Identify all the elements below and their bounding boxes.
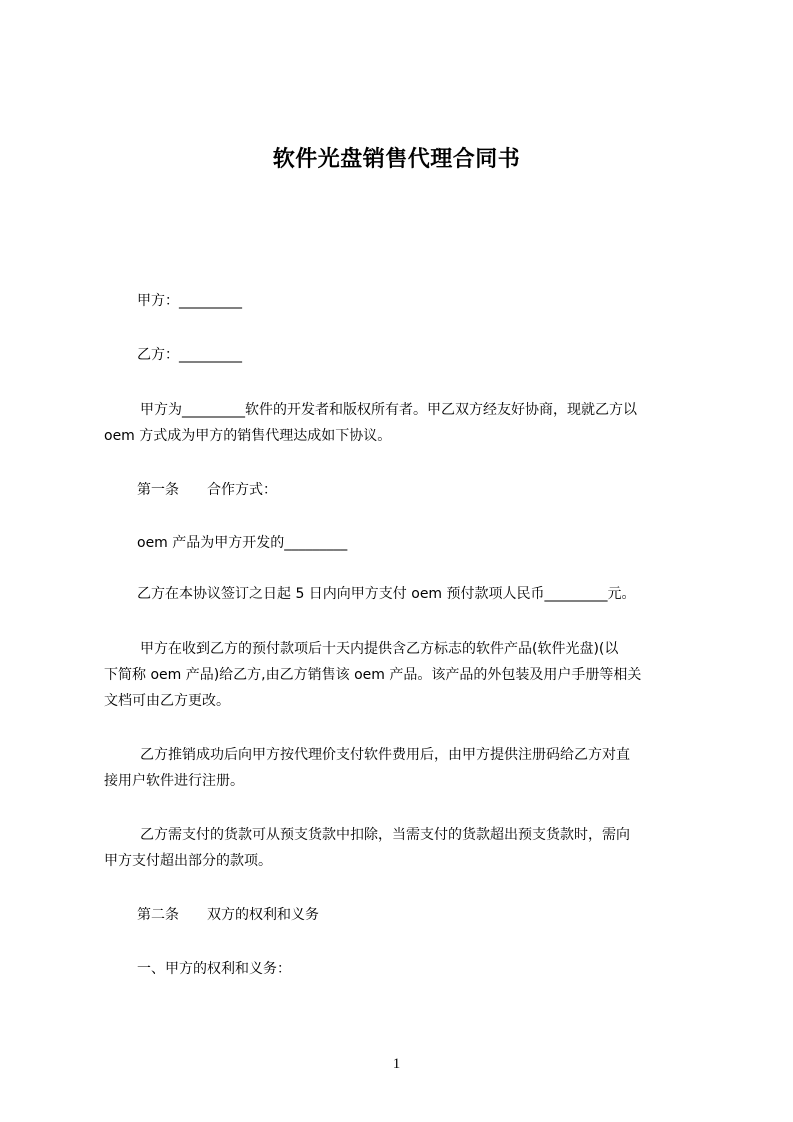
article-2-label: 第二条 xyxy=(137,907,179,923)
clause-prepay: 乙方在本协议签订之日起 5 日内向甲方支付 oem 预付款项人民币_________元。 xyxy=(137,586,636,602)
party-a-line: 甲方：_________ xyxy=(137,293,242,309)
clause-registration-line-2: 接用户软件进行注册。 xyxy=(104,773,244,789)
article-1-label: 第一条 xyxy=(137,482,179,498)
section-a-rights-heading: 一、甲方的权利和义务： xyxy=(137,961,291,977)
page-number: 1 xyxy=(392,1056,401,1072)
clause-deduction-line-1: 乙方需支付的货款可从预支货款中扣除，当需支付的货款超出预支货款时，需向 xyxy=(140,827,630,843)
clause-deduction-line-2: 甲方支付超出部分的款项。 xyxy=(104,853,272,869)
article-2-title: 双方的权利和义务 xyxy=(207,907,319,923)
intro-line-1: 甲方为_________软件的开发者和版权所有者。甲乙双方经友好协商，现就乙方以 xyxy=(140,402,637,418)
clause-delivery-line-1: 甲方在收到乙方的预付款项后十天内提供含乙方标志的软件产品(软件光盘)(以 xyxy=(140,641,619,657)
clause-delivery-line-2: 下简称 oem 产品)给乙方,由乙方销售该 oem 产品。该产品的外包装及用户手册等相关 xyxy=(104,667,642,683)
clause-delivery-line-3: 文档可由乙方更改。 xyxy=(104,693,230,709)
document-title: 软件光盘销售代理合同书 xyxy=(272,147,521,172)
article-1-heading xyxy=(137,481,277,499)
clause-product: oem 产品为甲方开发的_________ xyxy=(137,535,348,551)
intro-line-2: oem 方式成为甲方的销售代理达成如下协议。 xyxy=(104,428,392,444)
clause-registration-line-1: 乙方推销成功后向甲方按代理价支付软件费用后，由甲方提供注册码给乙方对直 xyxy=(140,747,630,763)
article-2-heading xyxy=(137,906,319,924)
party-b-line: 乙方：_________ xyxy=(137,347,242,363)
article-1-title: 合作方式： xyxy=(207,482,277,498)
